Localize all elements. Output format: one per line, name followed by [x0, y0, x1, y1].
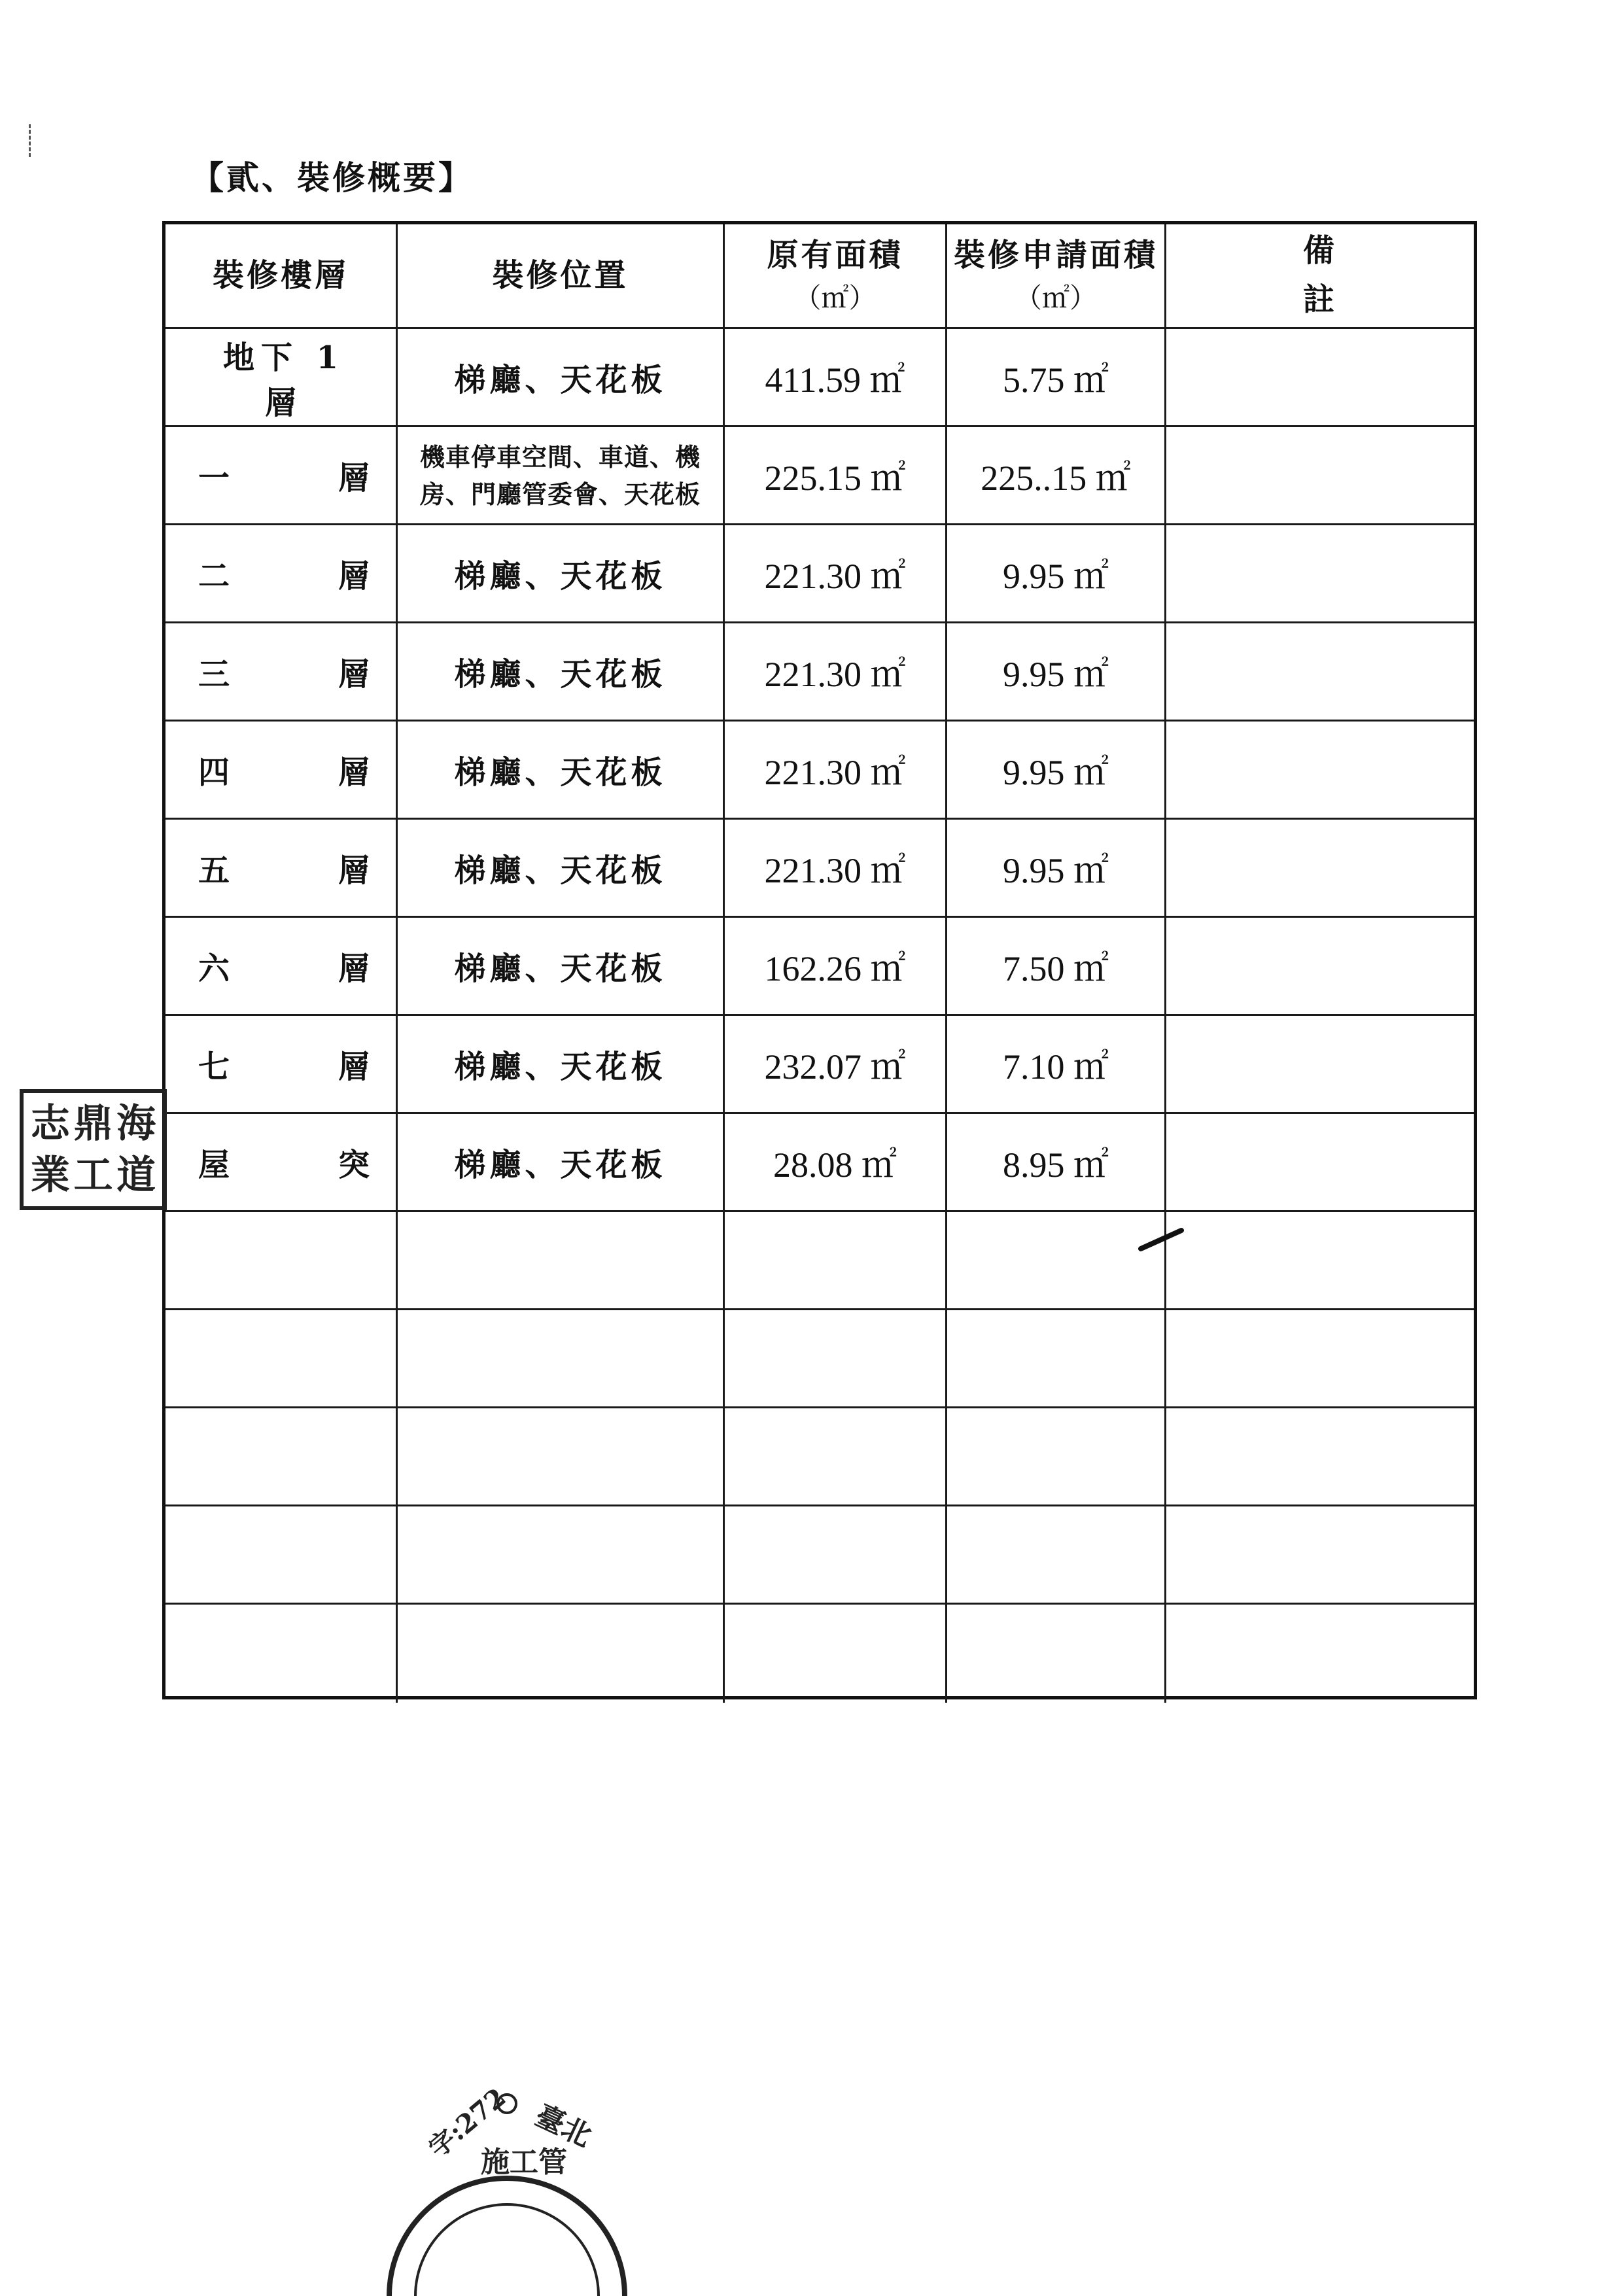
empty-cell [725, 1310, 947, 1408]
table-row-floor: 四 層 [165, 722, 398, 820]
table-row-floor: 三 層 [165, 623, 398, 722]
renovation-summary-table [162, 221, 1477, 1699]
empty-cell [398, 1310, 725, 1408]
empty-cell [725, 1212, 947, 1310]
table-row-original-area: 162.26 ㎡ [725, 918, 947, 1016]
table-row-remarks [1166, 623, 1474, 722]
table-row-floor: 屋 突 [165, 1114, 398, 1212]
empty-cell [1166, 1506, 1474, 1605]
table-row-floor: 六 層 [165, 918, 398, 1016]
empty-cell [947, 1605, 1166, 1703]
table-row-original-area: 411.59 ㎡ [725, 329, 947, 427]
company-seal: 志 鼎 海 業 工 道 [20, 1089, 167, 1210]
table-row-original-area: 221.30 ㎡ [725, 820, 947, 918]
table-row-location: 機車停車空間、車道、機房、門廳管委會、天花板 [398, 427, 725, 525]
pen-mark [1138, 1226, 1184, 1253]
table-row-applied-area: 9.95 ㎡ [947, 722, 1166, 820]
table-row-original-area: 221.30 ㎡ [725, 623, 947, 722]
header-applied-area: 裝修申請面積 （㎡） [947, 224, 1166, 329]
header-location: 裝修位置 [398, 224, 725, 329]
official-stamp [376, 2061, 638, 2296]
table-row-applied-area: 225..15 ㎡ [947, 427, 1166, 525]
table-row-remarks [1166, 1016, 1474, 1114]
table-row-floor: 七 層 [165, 1016, 398, 1114]
table-row-applied-area: 9.95 ㎡ [947, 820, 1166, 918]
table-row-original-area: 221.30 ㎡ [725, 722, 947, 820]
table-row-remarks [1166, 918, 1474, 1016]
header-original-area: 原有面積 （㎡） [725, 224, 947, 329]
empty-cell [725, 1506, 947, 1605]
empty-cell [398, 1605, 725, 1703]
table-row-location: 梯廳、天花板 [398, 820, 725, 918]
table-row-remarks [1166, 722, 1474, 820]
section-heading: 【貳、裝修概要】 [191, 158, 474, 197]
table-row-applied-area: 9.95 ㎡ [947, 623, 1166, 722]
empty-cell [165, 1310, 398, 1408]
table-row-location: 梯廳、天花板 [398, 918, 725, 1016]
table-row-location: 梯廳、天花板 [398, 1114, 725, 1212]
empty-cell [165, 1212, 398, 1310]
table-row-location: 梯廳、天花板 [398, 623, 725, 722]
table-row-floor: 地下 1 層 [165, 329, 398, 427]
table-row-floor: 一 層 [165, 427, 398, 525]
empty-cell [947, 1408, 1166, 1506]
empty-cell [398, 1506, 725, 1605]
empty-cell [947, 1212, 1166, 1310]
table-row-location: 梯廳、天花板 [398, 1016, 725, 1114]
table-row-original-area: 225.15 ㎡ [725, 427, 947, 525]
empty-cell [725, 1408, 947, 1506]
empty-cell [725, 1605, 947, 1703]
empty-cell [1166, 1310, 1474, 1408]
table-row-remarks [1166, 1114, 1474, 1212]
table-row-original-area: 28.08 ㎡ [725, 1114, 947, 1212]
empty-cell [947, 1310, 1166, 1408]
empty-cell [398, 1408, 725, 1506]
table-row-applied-area: 7.10 ㎡ [947, 1016, 1166, 1114]
empty-cell [165, 1605, 398, 1703]
empty-cell [947, 1506, 1166, 1605]
svg-text:字:272: 字:272 [423, 2081, 512, 2164]
table-row-applied-area: 8.95 ㎡ [947, 1114, 1166, 1212]
empty-cell [165, 1408, 398, 1506]
empty-cell [1166, 1212, 1474, 1310]
page-edge-mark [29, 124, 33, 157]
empty-cell [1166, 1408, 1474, 1506]
table-row-original-area: 232.07 ㎡ [725, 1016, 947, 1114]
table-row-remarks [1166, 820, 1474, 918]
table-row-remarks [1166, 525, 1474, 623]
header-remarks: 備 註 [1166, 224, 1474, 329]
table-row-location: 梯廳、天花板 [398, 329, 725, 427]
svg-text:臺北: 臺北 [530, 2098, 597, 2154]
table-row-applied-area: 9.95 ㎡ [947, 525, 1166, 623]
table-row-remarks [1166, 329, 1474, 427]
table-row-applied-area: 5.75 ㎡ [947, 329, 1166, 427]
official-stamp-graphic [376, 2061, 638, 2296]
table-row-location: 梯廳、天花板 [398, 722, 725, 820]
svg-text:施工管: 施工管 [481, 2146, 567, 2179]
empty-cell [165, 1506, 398, 1605]
table-row-applied-area: 7.50 ㎡ [947, 918, 1166, 1016]
table-row-location: 梯廳、天花板 [398, 525, 725, 623]
header-floor: 裝修樓層 [165, 224, 398, 329]
table-row-remarks [1166, 427, 1474, 525]
empty-cell [398, 1212, 725, 1310]
table-row-floor: 二 層 [165, 525, 398, 623]
table-row-original-area: 221.30 ㎡ [725, 525, 947, 623]
table-row-floor: 五 層 [165, 820, 398, 918]
empty-cell [1166, 1605, 1474, 1703]
